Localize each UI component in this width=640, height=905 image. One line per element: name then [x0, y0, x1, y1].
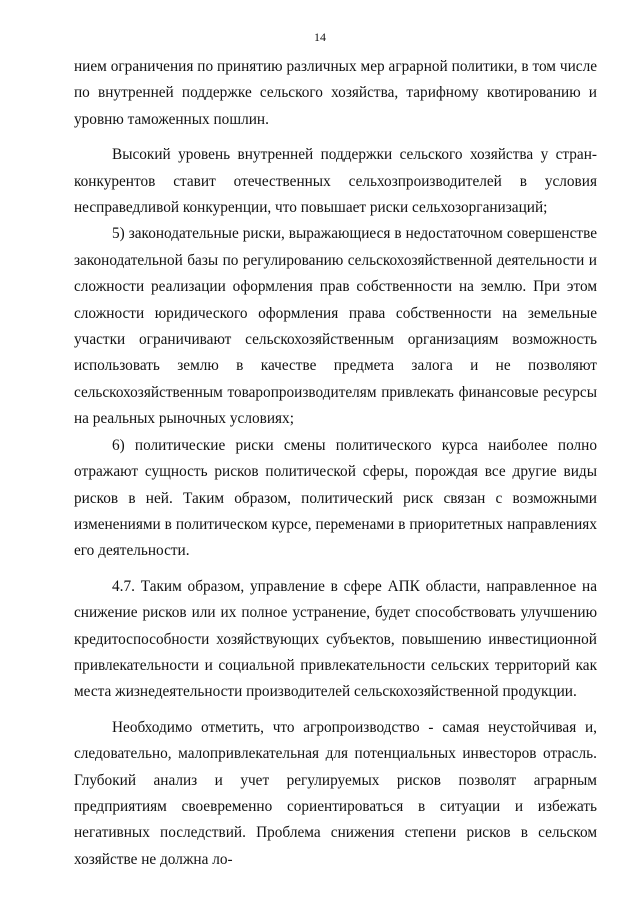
paragraph-section-4-7: 4.7. Таким образом, управление в сфере АПК области, направленное на снижение рисков или их полное устранение, будет способствовать улучшению кредитоспособности хозяйствующих субъектов, повышению инвестиционной привлекательности и социальной привлекательности сельских территорий как места жизнедеятельности производителей сельскохозяйственной продукции. [74, 577, 597, 701]
paragraph-legislative-risks: 5) законодательные риски, выражающиеся в недостаточном совершенстве законодательной базы по регулированию сельскохозяйственной деятельности и сложности реализации оформления прав собственности на землю. При этом сложности юридического оформления права собственности на земельные участки ограничивают сельскохозяйственным организациям возможность использовать землю в качестве предмета залога и не позволяют сельскохозяйственным товаропроизводителям привлекать финансовые ресурсы на реальных рыночных условиях; [74, 225, 597, 428]
paragraph-continuation: нием ограничения по принятию различных мер аграрной политики, в том числе по внутренней поддержке сельского хозяйства, тарифному квотированию и уровню таможенных пошлин. [74, 58, 597, 128]
paragraph-political-risks: 6) политические риски смены политического курса наиболее полно отражают сущность рисков политической сферы, порождая все другие виды рисков в ней. Таким образом, политический риск связан с возможными изменениями в политическом курсе, переменами в приоритетных направлениях его деятельности. [74, 436, 597, 560]
page-number: 14 [314, 30, 326, 44]
document-body [74, 54, 597, 873]
paragraph-domestic-support: Высокий уровень внутренней поддержки сельского хозяйства у стран-конкурентов ставит отечественных сельхозпроизводителей в условия несправедливой конкуренции, что повышает риски сельхозорганизаций; [74, 146, 597, 217]
paragraph-conclusion: Необходимо отметить, что агропроизводство - самая неустойчивая и, следовательно, малопривлекательная для потенциальных инвесторов отрасль. Глубокий анализ и учет регулируемых рисков позволят аграрным предприятиям своевременно сориентироваться в ситуации и избежать негативных последствий. Проблема снижения степени рисков в сельском хозяйстве не должна ло- [74, 718, 597, 868]
